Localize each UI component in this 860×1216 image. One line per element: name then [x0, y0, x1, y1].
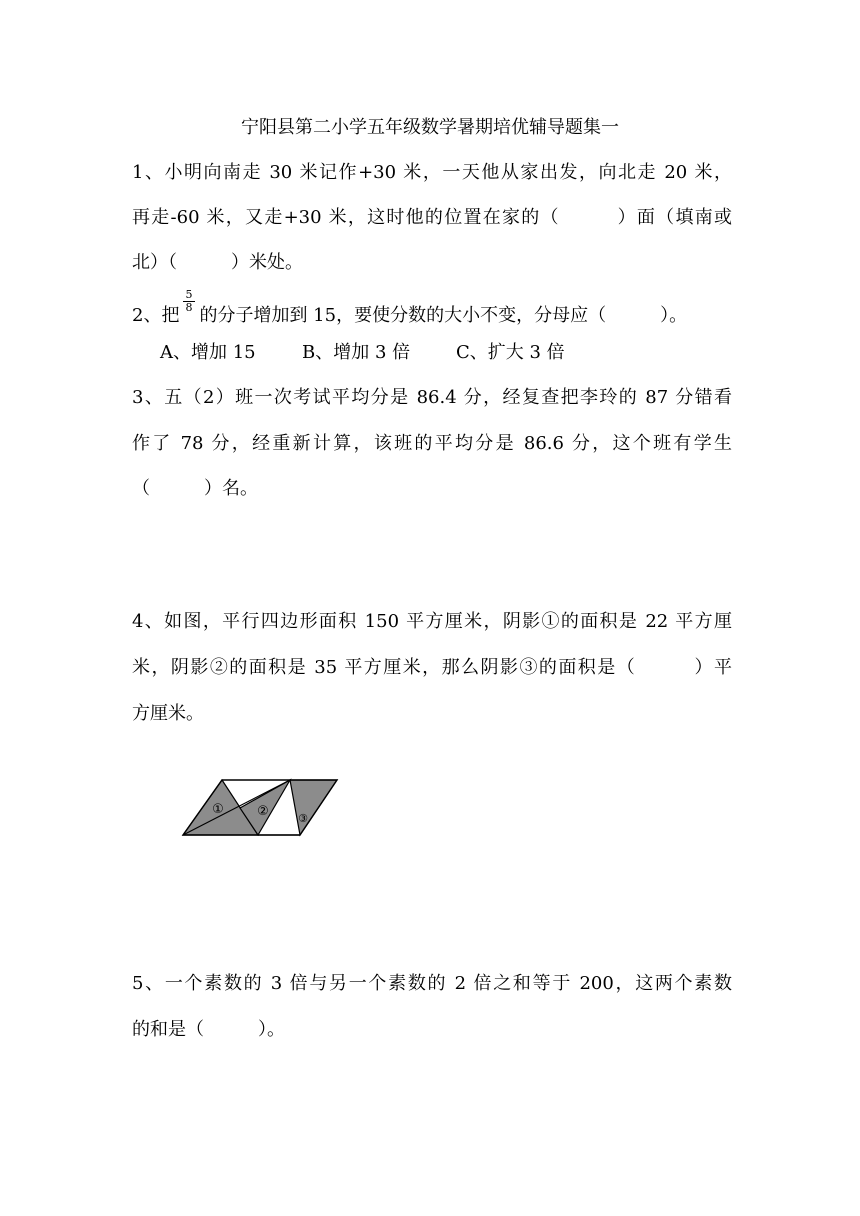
- q3-line-1: 3、五（2）班一次考试平均分是 86.4 分，经复查把李玲的 87 分错看: [132, 387, 732, 408]
- q1-line-2: 再走-60 米，又走+30 米，这时他的位置在家的（ ）面（填南或: [132, 207, 732, 228]
- label-1: ①: [212, 802, 224, 817]
- q2-option-a: A、增加 15: [160, 342, 256, 363]
- q3-line-2: 作了 78 分，经重新计算，该班的平均分是 86.6 分，这个班有学生: [132, 433, 732, 454]
- q2-prefix: 2、把: [132, 305, 180, 326]
- q5-line-1: 5、一个素数的 3 倍与另一个素数的 2 倍之和等于 200，这两个素数: [132, 973, 732, 994]
- label-3: ③: [298, 812, 308, 825]
- q1-line-3: 北）（ ）米处。: [132, 252, 303, 273]
- fraction-denominator: 8: [185, 301, 193, 314]
- q2-option-c: C、扩大 3 倍: [456, 342, 565, 363]
- q1-line-1: 1、小明向南走 30 米记作+30 米，一天他从家出发，向北走 20 米，: [132, 162, 732, 183]
- fraction-numerator: 5: [183, 289, 195, 302]
- q4-line-2: 米，阴影②的面积是 35 平方厘米，那么阴影③的面积是（ ）平: [132, 657, 732, 678]
- q4-line-1: 4、如图，平行四边形面积 150 平方厘米，阴影①的面积是 22 平方厘: [132, 611, 732, 632]
- q5-line-2: 的和是（ ）。: [132, 1019, 285, 1040]
- label-2: ②: [257, 804, 269, 819]
- shaded-region-3: [290, 780, 337, 835]
- worksheet-title: 宁阳县第二小学五年级数学暑期培优辅导题集一: [241, 117, 619, 138]
- q4-line-3: 方厘米。: [132, 703, 204, 724]
- q2-option-b: B、增加 3 倍: [302, 342, 411, 363]
- q3-line-3: （ ）名。: [132, 478, 258, 499]
- q2-text: 的分子增加到 15，要使分数的大小不变，分母应（ ）。: [199, 305, 688, 326]
